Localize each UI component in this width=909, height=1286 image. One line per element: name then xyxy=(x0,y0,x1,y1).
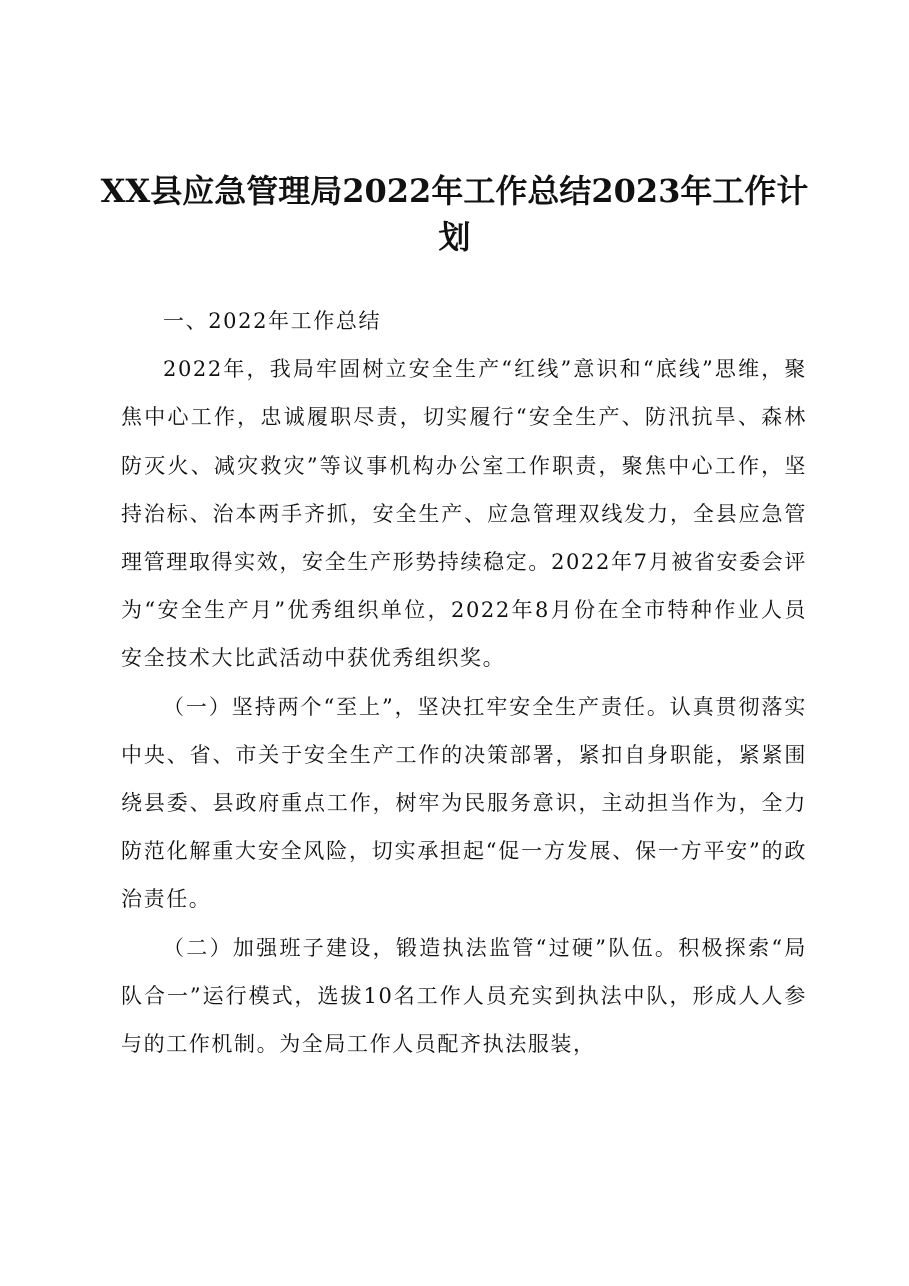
paragraph-item-2: （二）加强班子建设，锻造执法监管“过硬”队伍。积极探索“局队合一”运行模式，选拔10名工作人员充实到执法中队，形成人人参与的工作机制。为全局工作人员配齐执法服装， xyxy=(121,935,807,1057)
section-heading: 一、2022年工作总结 xyxy=(163,309,382,333)
paragraph-item-1: （一）坚持两个“至上”，坚决扛牢安全生产责任。认真贯彻落实中央、省、市关于安全生产工作的决策部署，紧扣自身职能，紧紧围绕县委、县政府重点工作，树牢为民服务意识，主动担当作为，全力防范化解重大安全风险，切实承担起“促一方发展、保一方平安”的政治责任。 xyxy=(121,694,807,912)
document-body xyxy=(121,297,807,1068)
paragraph-summary: 2022年，我局牢固树立安全生产“红线”意识和“底线”思维，聚焦中心工作，忠诚履职尽责，切实履行“安全生产、防汛抗旱、森林防灭火、减灾救灾”等议事机构办公室工作职责，聚焦中心工作，坚持治标、治本两手齐抓，安全生产、应急管理双线发力，全县应急管理管理取得实效，安全生产形势持续稳定。2022年7月被省安委会评为“安全生产月”优秀组织单位，2022年8月份在全市特种作业人员安全技术大比武活动中获优秀组织奖。 xyxy=(121,357,807,671)
document-title: XX县应急管理局2022年工作总结2023年工作计划 xyxy=(100,172,809,256)
